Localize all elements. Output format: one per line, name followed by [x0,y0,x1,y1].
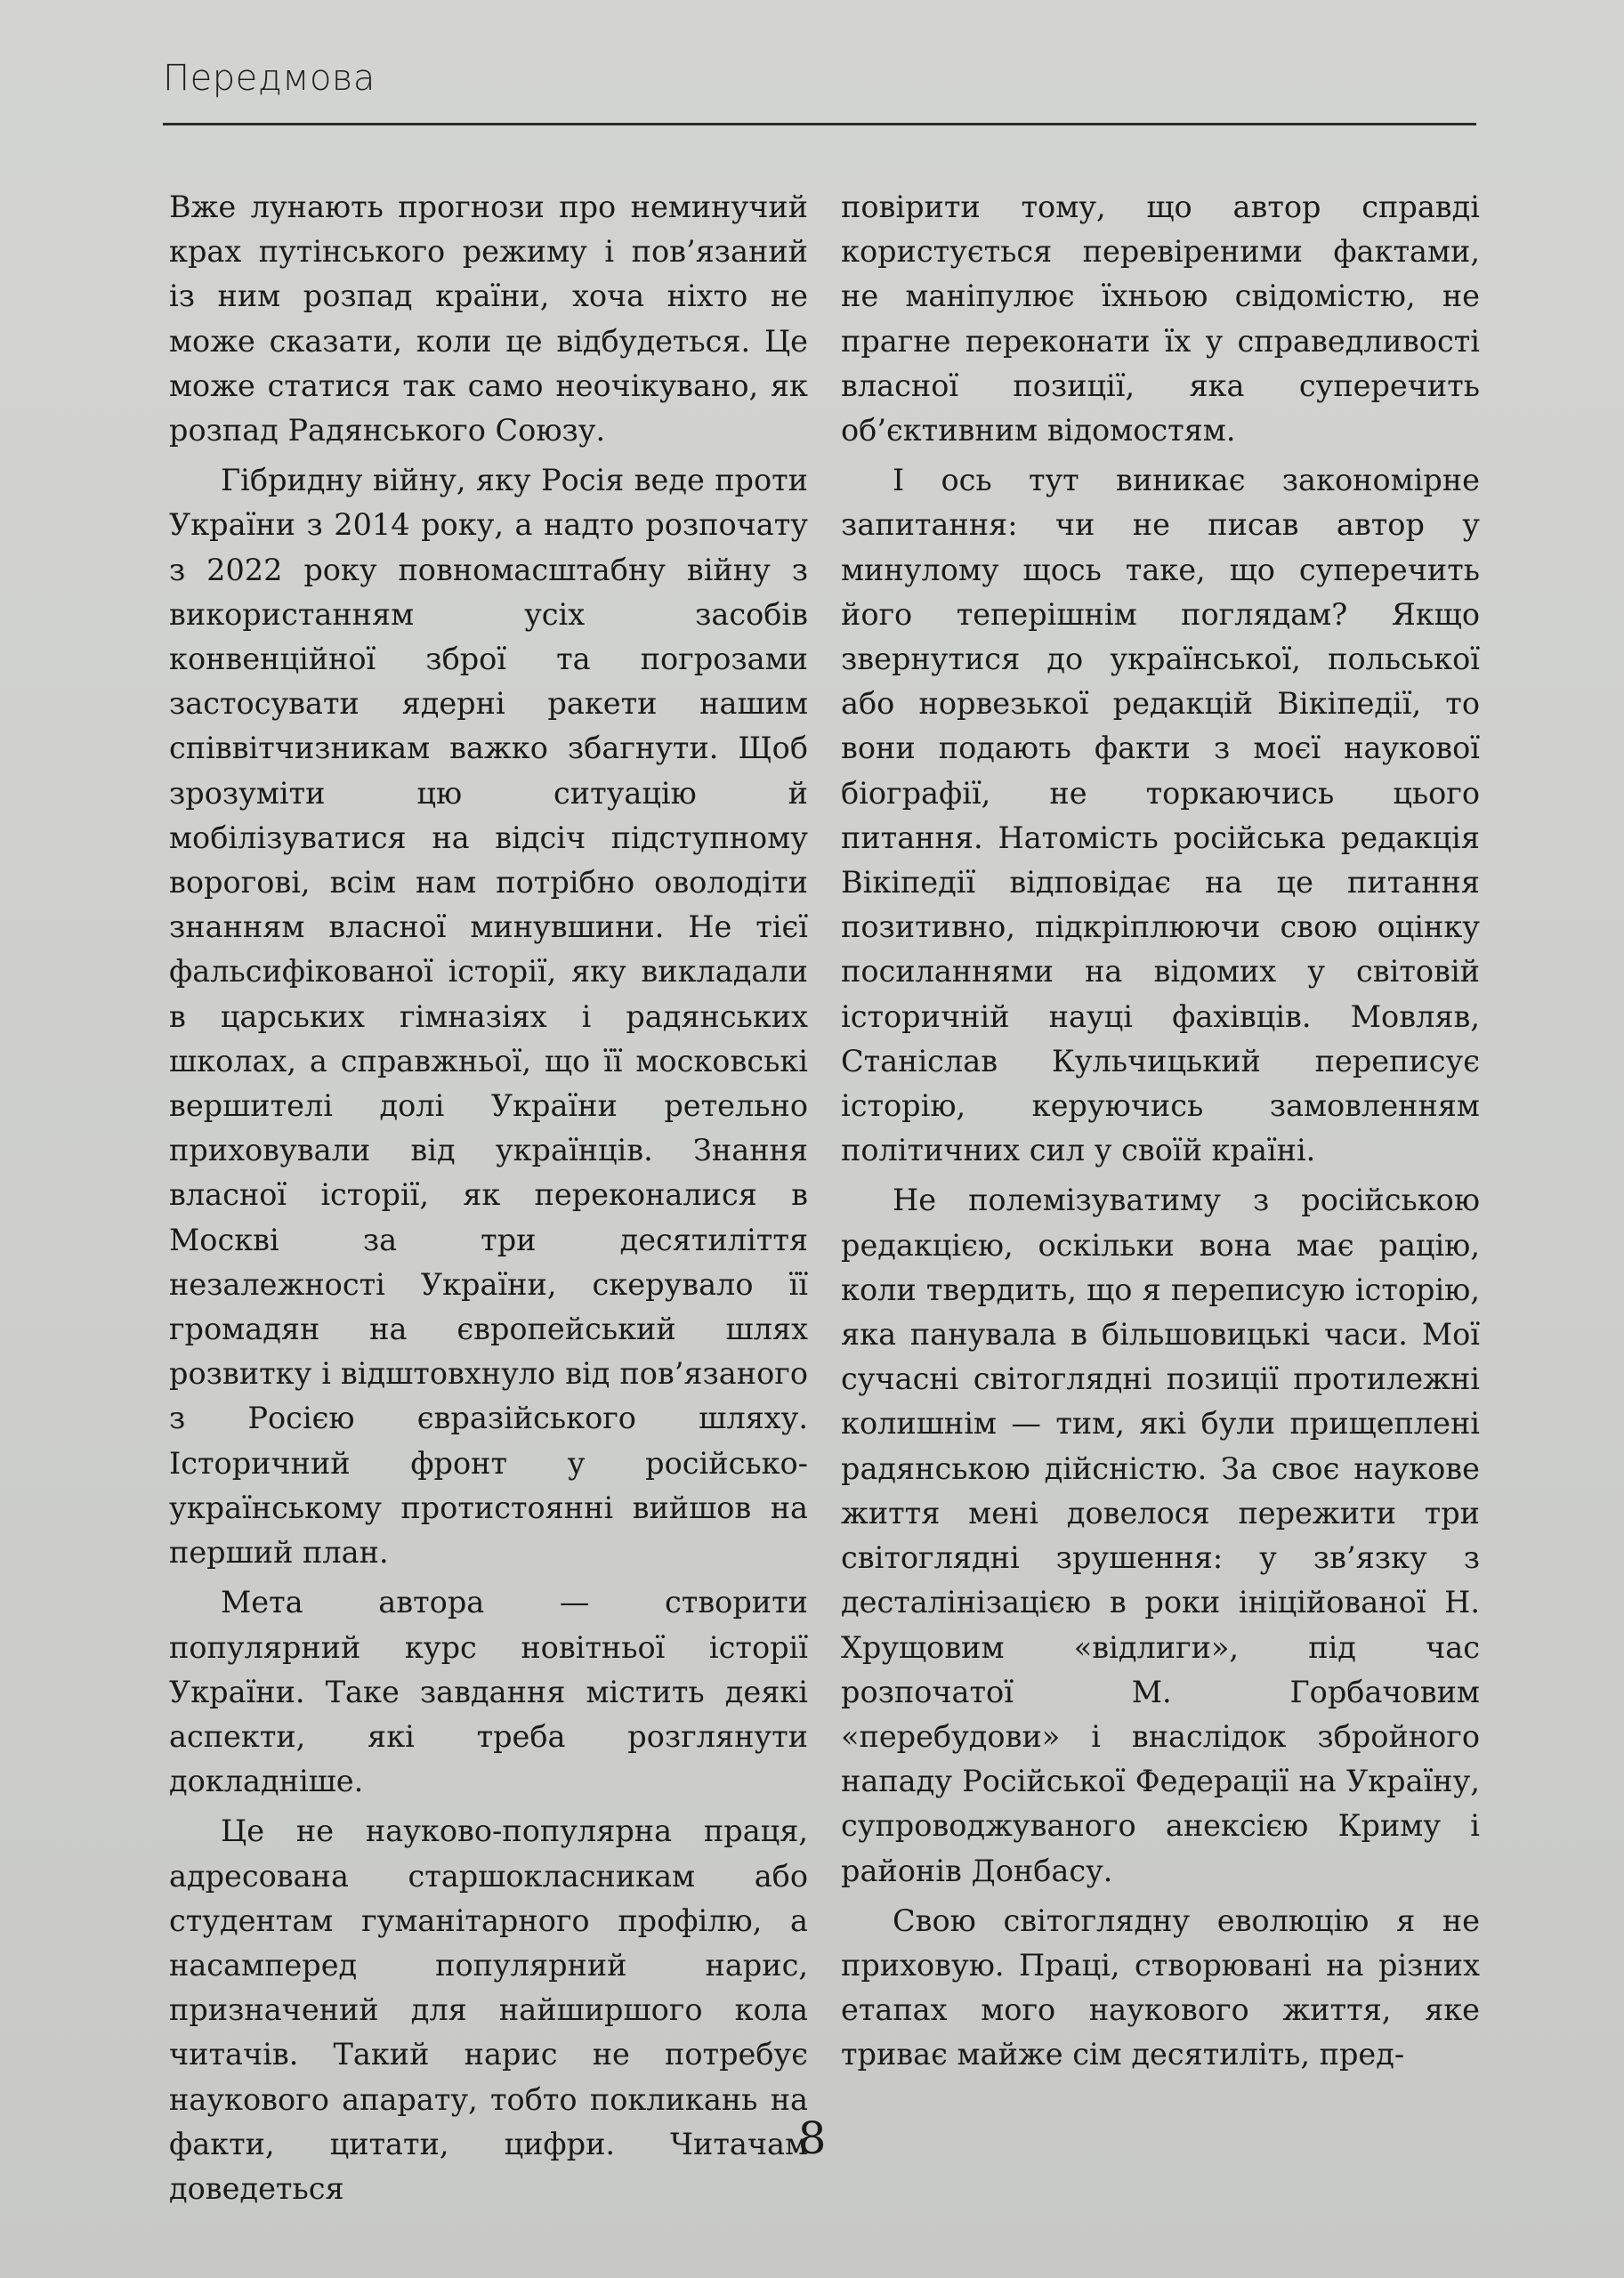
left-column [169,185,808,2211]
right-column [841,185,1480,2078]
paragraph: Гібридну війну, яку Росія веде проти України з 2014 року, а надто розпочату з 2022 року повномасштабну війну з використанням усіх засобів конвенційної зброї та погрозами застосувати ядерні ракети нашим співвітчизникам важко збагнути. Щоб зрозуміти цю ситуацію й мобілізуватися на відсіч підступному ворогові, всім нам потрібно оволодіти знанням власної минувшини. Не тієї фальсифікованої історії, яку викладали в царських гімназіях і радянських школах, а справжньої, що її московські вершителі долі України ретельно приховували від українців. Знання власної історії, як переконалися в Москві за три десятиліття незалежності України, скерувало її громадян на європейський шлях розвитку і відштовхнуло від пов’язаного з Росією євразійського шляху. Історичний фронт у російсько-українському протистоянні вийшов на перший план. [169,463,808,1571]
paragraph: Не полемізуватиму з російською редакцією, оскільки вона має рацію, коли твердить, що я переписую історію, яка панувала в більшовицькі часи. Мої сучасні світоглядні позиції протилежні колишнім — тим, які були прищеплені радянською дійсністю. За своє наукове життя мені довелося пережити три світоглядні зрушення: у зв’язку з десталінізацією в роки ініційованої Н. Хрущовим «відлиги», під час розпочатої М. Горбачовим «перебудови» і внаслідок збройного нападу Російської Федерації на Україну, супроводжуваного анексією Криму і районів Донбасу. [841,1183,1480,1888]
page-number: 8 [797,2112,827,2164]
paragraph: Мета автора — створити популярний курс новітньої історії України. Таке завдання містить деякі аспекти, які треба розглянути докладніше. [169,1585,808,1799]
paragraph: повірити тому, що автор справді користується перевіреними фактами, не маніпулює їхньою свідомістю, не прагне переконати їх у справедливості власної позиції, яка суперечить об’єктивним відомостям. [841,190,1480,448]
paragraph: Це не науково-популярна праця, адресована старшокласникам або студентам гуманітарного профілю, а насамперед популярний нарис, призначений для найширшого кола читачів. Такий нарис не потребує наукового апарату, тобто покликань на факти, цитати, цифри. Читачам доведеться [169,1814,808,2206]
paragraph: Вже лунають прогнози про неминучий крах путінського режиму і пов’язаний із ним розпад країни, хоча ніхто не може сказати, коли це відбудеться. Це може статися так само неочікувано, як розпад Радянського Союзу. [169,190,808,448]
paragraph: Свою світоглядну еволюцію я не приховую. Праці, створювані на різних етапах мого наукового життя, яке триває майже сім десятиліть, пред- [841,1902,1480,2072]
paragraph: І ось тут виникає закономірне запитання: чи не писав автор у минулому щось таке, що суперечить його теперішнім поглядам? Якщо звернутися до української, польської або норвезької редакцій Вікіпедії, то вони подають факти з моєї наукової біографії, не торкаючись цього питання. Натомість російська редакція Вікіпедії відповідає на це питання позитивно, підкріплюючи свою оцінку посиланнями на відомих у світовій історичній науці фахівців. Мовляв, Станіслав Кульчицький переписує історію, керуючись замовленням політичних сил у своїй країні. [841,463,1480,1168]
header-rule [163,123,1476,125]
running-head-title: Передмова [163,58,376,99]
